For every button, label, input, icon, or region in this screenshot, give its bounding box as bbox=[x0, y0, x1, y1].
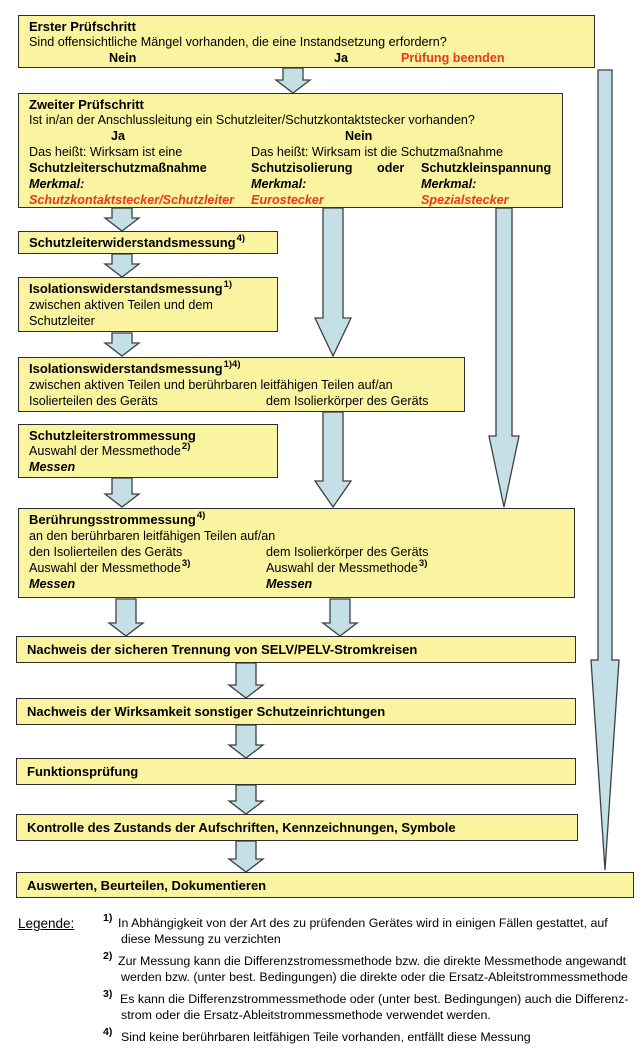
box7-col2-footnote-ref: 3) bbox=[418, 557, 428, 569]
box2-title: Zweiter Prüfschritt bbox=[29, 97, 144, 112]
box2-oder-label: oder bbox=[377, 161, 405, 175]
arrow-box6-to-box7 bbox=[105, 478, 139, 507]
box5-line2: zwischen aktiven Teilen und berührbaren leitfähigen Teilen auf/an bbox=[29, 378, 393, 392]
arrow-box5-to-box7-long bbox=[315, 412, 351, 507]
arrow-box8-to-box9 bbox=[229, 663, 263, 698]
box7-title: Berührungsstrommessung$^{4)}$ bbox=[29, 509, 206, 527]
box9-title: Nachweis der Wirksamkeit sonstiger Schutzeinrichtungen bbox=[27, 704, 386, 719]
box-isolationswiderstandsmessung-1 bbox=[18, 277, 278, 332]
box6-title: Schutzleiterstrommessung bbox=[29, 428, 196, 443]
box2-col2-merkmal: Merkmal: bbox=[251, 177, 307, 191]
arrow-box9-to-box10 bbox=[229, 725, 263, 758]
box7-col1-line2: Auswahl der Messmethode$^{3)}$ bbox=[29, 557, 191, 575]
box7-col2-line2: Auswahl der Messmethode$^{3)}$ bbox=[266, 557, 428, 575]
box2-col2-measure: Schutzisolierung bbox=[251, 161, 353, 175]
box5-col2: dem Isolierkörper des Geräts bbox=[266, 394, 429, 408]
legend-footnote-4-num: 4) bbox=[103, 1026, 113, 1038]
box5-col1: Isolierteilen des Geräts bbox=[29, 394, 158, 408]
box2-col3-feature: Spezialstecker bbox=[421, 193, 509, 207]
box7-col1-footnote-ref: 3) bbox=[181, 557, 191, 569]
box2-col2-intro: Das heißt: Wirksam ist die Schutzmaßnahme bbox=[251, 145, 503, 159]
box2-col3-measure: Schutzkleinspannung bbox=[421, 161, 552, 175]
legend-footnote-3-line-1: Es kann die Differenzstrommessmethode oder (unter best. Bedingungen) auch die Differenz- bbox=[120, 992, 629, 1006]
box6-messen-label: Messen bbox=[29, 460, 76, 474]
legend-footnote-1-line-2: diese Messung zu verzichten bbox=[121, 932, 281, 946]
box-beruehrungsstrommessung bbox=[18, 508, 575, 598]
box2-nein-label: Nein bbox=[345, 129, 373, 143]
box4-footnote-ref: 1) bbox=[223, 278, 233, 290]
arrow-box1-to-box12-long bbox=[591, 70, 619, 870]
arrow-box2-to-box7-long bbox=[489, 208, 519, 507]
legend-footnote-1-line-1: In Abhängigkeit von der Art des zu prüfenden Gerätes wird in einigen Fällen gestattet, auf bbox=[118, 916, 608, 930]
box3-footnote-ref: 4) bbox=[236, 232, 246, 244]
box-funktionspruefung bbox=[16, 758, 576, 785]
legend-footnote-3-line-2: strom oder die Ersatz-Ableitstrommessmethode verwendet werden. bbox=[121, 1008, 491, 1022]
box6-footnote-ref: 2) bbox=[181, 440, 191, 452]
arrow-box11-to-box12 bbox=[229, 841, 263, 872]
arrow-box2-to-box5-long bbox=[315, 208, 351, 356]
box12-title: Auswerten, Beurteilen, Dokumentieren bbox=[27, 877, 267, 893]
box2-ja-label: Ja bbox=[111, 129, 126, 143]
box3-title: Schutzleiterwiderstandsmessung$^{4)}$ bbox=[29, 232, 246, 250]
box-nachweis-wirksamkeit bbox=[16, 698, 576, 725]
box-nachweis-selv-pelv bbox=[16, 636, 576, 663]
box2-col3-merkmal: Merkmal: bbox=[421, 177, 477, 191]
box7-footnote-ref: 4) bbox=[196, 509, 206, 521]
legend-label: Legende: bbox=[18, 916, 75, 931]
box2-col1-feature: Schutzkontaktstecker/Schutzleiter bbox=[29, 193, 235, 207]
box2-col1-intro: Das heißt: Wirksam ist eine bbox=[29, 145, 183, 159]
box7-col2-messen-label: Messen bbox=[266, 577, 313, 591]
box8-title: Nachweis der sicheren Trennung von SELV/PELV-Stromkreisen bbox=[27, 642, 418, 657]
box5-title: Isolationswiderstandsmessung$^{1)4)}$ bbox=[29, 358, 241, 376]
box7-col2-line1: dem Isolierkörper des Geräts bbox=[266, 545, 429, 559]
legend-footnote-3-num: 3) bbox=[103, 988, 113, 1000]
box2-col1-merkmal: Merkmal: bbox=[29, 177, 85, 191]
box1-ja-label: Ja bbox=[334, 51, 349, 65]
box7-col1-line1: den Isolierteilen des Geräts bbox=[29, 545, 183, 559]
box1-question: Sind offensichtliche Mängel vorhanden, die eine Instandsetzung erfordern? bbox=[29, 35, 447, 49]
arrow-box3-to-box4 bbox=[105, 254, 139, 277]
arrow-box4-to-box5 bbox=[105, 333, 139, 356]
box-auswerten-dokumentieren bbox=[16, 872, 634, 898]
box-schutzleiterstrommessung bbox=[18, 424, 278, 478]
arrow-box10-to-box11 bbox=[229, 785, 263, 814]
box4-line2: zwischen aktiven Teilen und dem bbox=[29, 298, 213, 312]
box4-title: Isolationswiderstandsmessung$^{1)}$ bbox=[29, 278, 233, 296]
arrow-box7-to-box8-mid bbox=[323, 599, 357, 636]
arrow-box2-to-box3 bbox=[105, 208, 139, 231]
box10-title: Funktionsprüfung bbox=[27, 764, 139, 779]
box6-line2: Auswahl der Messmethode$^{2)}$ bbox=[29, 440, 191, 458]
box5-footnote-ref: 1)4) bbox=[223, 358, 241, 370]
legend-footnote-4-line-1: Sind keine berührbaren leitfähigen Teile vorhanden, entfällt diese Messung bbox=[121, 1030, 531, 1044]
box1-title: Erster Prüfschritt bbox=[29, 19, 136, 34]
box11-title: Kontrolle des Zustands der Aufschriften, Kennzeichnungen, Symbole bbox=[27, 820, 456, 835]
box-schutzleiterwiderstandsmessung bbox=[18, 231, 278, 254]
legend-footnote-2-line-2: werden bzw. (unter best. Bedingungen) die direkte oder die Ersatz-Ableitstrommessmethode bbox=[121, 970, 628, 984]
arrow-box1-to-box2 bbox=[276, 68, 310, 93]
box-zweiter-pruefschritt bbox=[18, 93, 563, 208]
box-isolationswiderstandsmessung-1-4 bbox=[18, 357, 465, 412]
arrow-box7-to-box8-left bbox=[109, 599, 143, 636]
box4-line3: Schutzleiter bbox=[29, 314, 95, 328]
legend-footnote-2-line-1: Zur Messung kann die Differenzstromessmethode bzw. die direkte Messmethode angewandt bbox=[118, 954, 627, 968]
box2-col1-measure: Schutzleiterschutzmaßnahme bbox=[29, 161, 207, 175]
box2-question: Ist in/an der Anschlussleitung ein Schutzleiter/Schutzkontaktstecker vorhanden? bbox=[29, 113, 475, 127]
box7-col1-messen-label: Messen bbox=[29, 577, 76, 591]
box-kontrolle-aufschriften bbox=[16, 814, 578, 841]
legend-footnote-2-num: 2) bbox=[103, 950, 113, 962]
box7-line2: an den berührbaren leitfähigen Teilen auf/an bbox=[29, 529, 276, 543]
box1-pruefung-beenden-label: Prüfung beenden bbox=[401, 51, 505, 65]
legend-footnote-1-num: 1) bbox=[103, 912, 113, 924]
box1-nein-label: Nein bbox=[109, 51, 137, 65]
box2-col2-feature: Eurostecker bbox=[251, 193, 324, 207]
box-erster-pruefschritt bbox=[18, 15, 595, 68]
